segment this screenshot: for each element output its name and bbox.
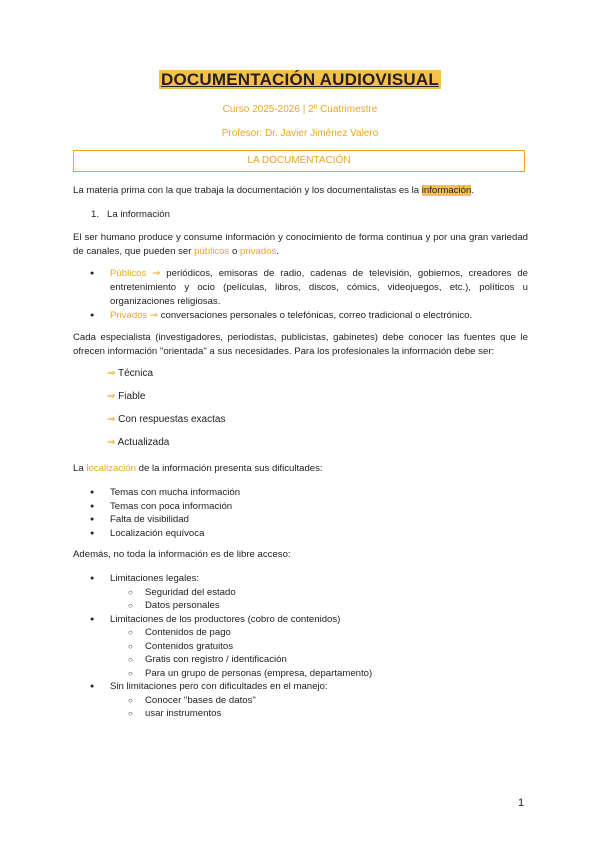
- type-description: periódicos, emisoras de radio, cadenas de televisión, gobiernos, creadores de entretenimiento y ocio (películas, libros, discos, cómics, videojuegos, etc.), políticos u organizaciones religiosas.: [110, 268, 528, 307]
- sub-list-item: ○ Contenidos de pago: [73, 626, 528, 640]
- list-item: [73, 309, 528, 323]
- highlighted-term: información: [421, 185, 472, 196]
- intro-paragraph: La materia prima con la que trabaja la documentación y los documentalistas es la información.: [73, 185, 475, 196]
- list-item: ● Falta de visibilidad: [73, 513, 528, 527]
- professor-info: Profesor: Dr. Javier Jiménez Valero: [221, 128, 379, 139]
- paragraph-channels: El ser humano produce y consume información y conocimiento de forma continua y por una gran variedad de canales, que pueden ser públicos o privados.: [73, 232, 528, 257]
- difficulties-list: [73, 486, 528, 540]
- list-item: ● Limitaciones legales:: [73, 572, 528, 586]
- numbered-heading: 1. La información: [91, 209, 170, 220]
- channel-types-list: [73, 267, 528, 323]
- quality-text: Fiable: [118, 391, 146, 402]
- sub-list-item: ○ Datos personales: [73, 599, 528, 613]
- arrow-icon: ⇒: [107, 437, 116, 448]
- list-item: ● Localización equívoca: [73, 527, 528, 541]
- type-label: Públicos ⇒: [110, 268, 161, 279]
- sub-list-item: ○ Conocer "bases de datos": [73, 694, 528, 708]
- list-item: ● Sin limitaciones pero con dificultades en el manejo:: [73, 680, 528, 694]
- course-info: Curso 2025-2026 | 2º Cuatrimestre: [222, 104, 378, 115]
- list-item: ● Temas con poca información: [73, 500, 528, 514]
- arrow-icon: ⇒: [107, 391, 116, 402]
- list-item: [73, 267, 528, 309]
- paragraph-localization: La localización de la información presenta sus dificultades:: [73, 463, 323, 474]
- quality-item: [107, 368, 153, 379]
- section-header-box: LA DOCUMENTACIÓN: [73, 150, 525, 172]
- sub-list-item: ○ Para un grupo de personas (empresa, departamento): [73, 667, 528, 681]
- sub-list-item: ○ Seguridad del estado: [73, 586, 528, 600]
- type-description: conversaciones personales o telefónicas, correo tradicional o electrónico.: [158, 310, 473, 321]
- quality-item: [107, 437, 169, 448]
- sub-list-item: ○ usar instrumentos: [73, 707, 528, 721]
- page-number: 1: [518, 797, 525, 809]
- paragraph-specialists: Cada especialista (investigadores, periodistas, publicistas, gabinetes) debe conocer las fuentes que le ofrecen información "orientada" a sus necesidades. Para los profesionales la información debe ser:: [73, 332, 528, 357]
- sub-list-item: ○ Gratis con registro / identificación: [73, 653, 528, 667]
- list-item: ● Limitaciones de los productores (cobro de contenidos): [73, 613, 528, 627]
- quality-text: Con respuestas exactas: [118, 414, 226, 425]
- arrow-icon: ⇒: [107, 414, 116, 425]
- type-label: Privados ⇒: [110, 310, 159, 321]
- quality-item: [107, 414, 225, 425]
- arrow-icon: ⇒: [107, 368, 116, 379]
- quality-text: Actualizada: [117, 437, 170, 448]
- list-item: ● Temas con mucha información: [73, 486, 528, 500]
- quality-item: [107, 391, 145, 402]
- sub-list-item: ○ Contenidos gratuitos: [73, 640, 528, 654]
- paragraph-access: Además, no toda la información es de libre acceso:: [73, 549, 291, 560]
- access-list: [73, 572, 528, 721]
- quality-text: Técnica: [118, 368, 154, 379]
- document-title: DOCUMENTACIÓN AUDIOVISUAL: [161, 70, 439, 89]
